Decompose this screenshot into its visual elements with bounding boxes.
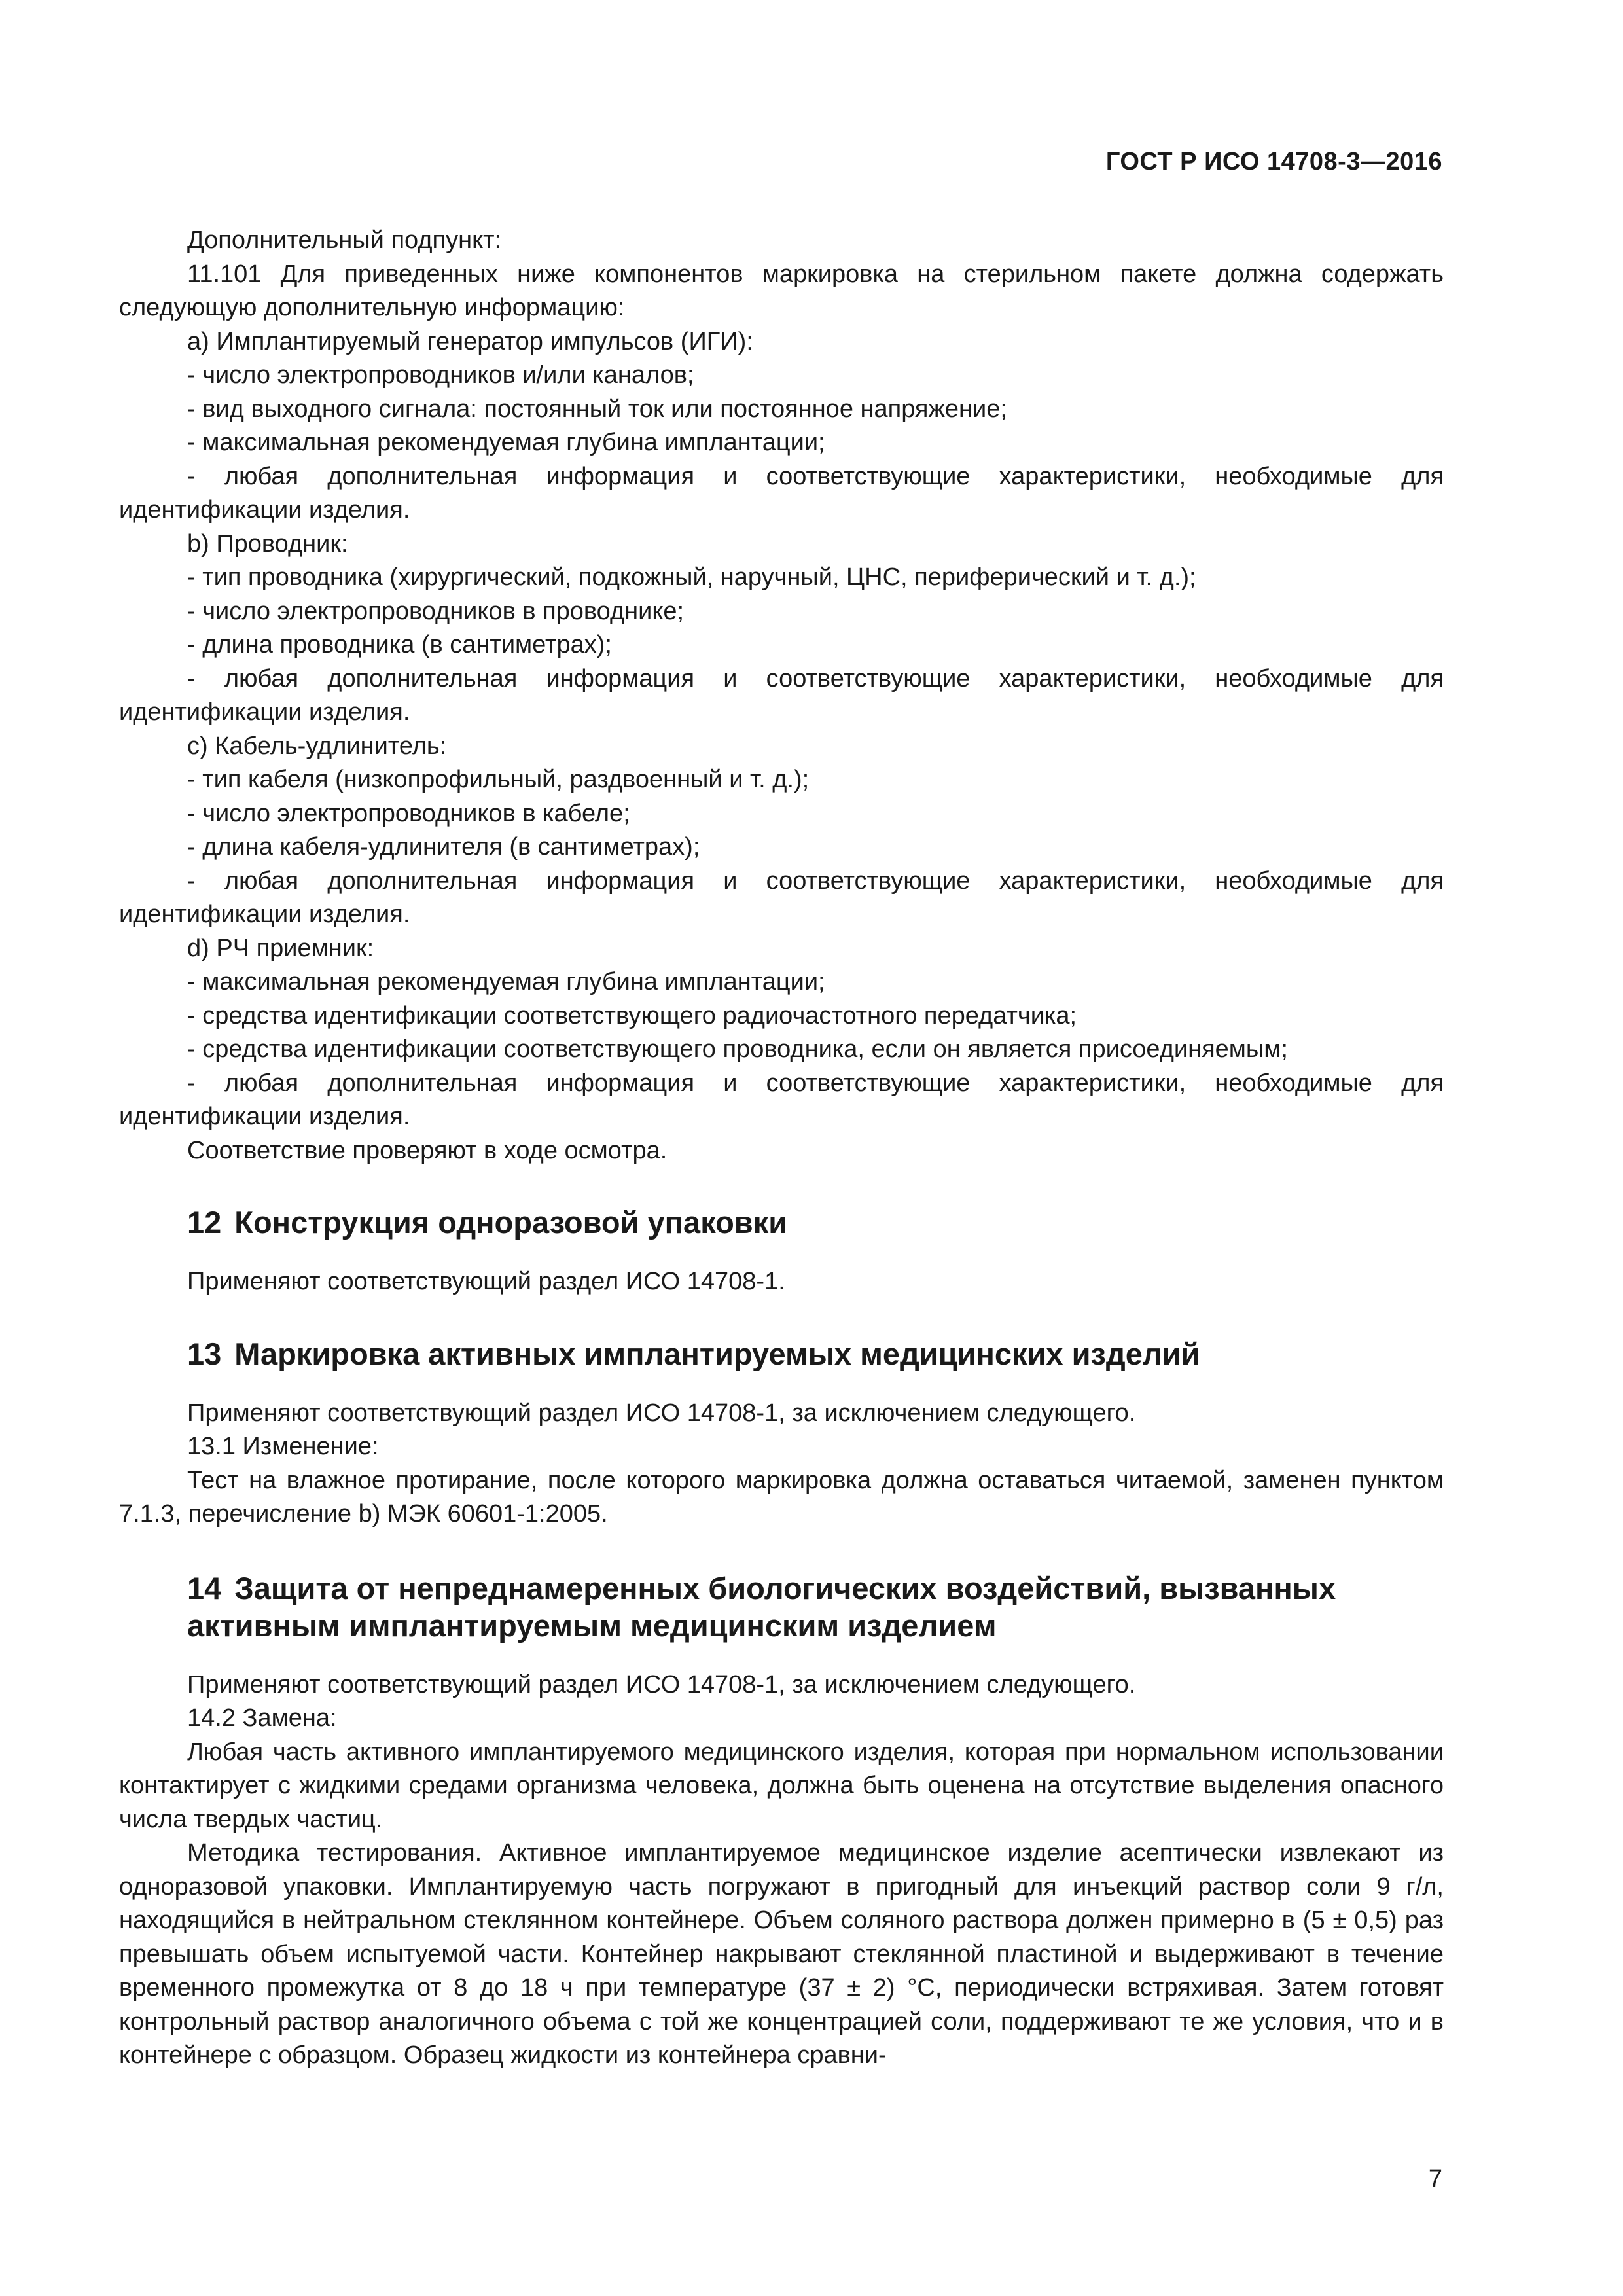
list-item: - вид выходного сигнала: постоянный ток или постоянное напряжение; — [187, 395, 1007, 423]
section-number: 14 — [187, 1570, 222, 1605]
section-14-heading — [187, 1570, 1444, 1644]
list-item: - любая дополнительная информация и соответствующие характеристики, необходимые для идентификации изделия. — [119, 1069, 1444, 1130]
section-title: Защита от непреднамеренных биологических воздействий, вызванных активным имплантируемым медицинским изделием — [187, 1570, 1336, 1643]
list-item: - тип проводника (хирургический, подкожный, наручный, ЦНС, периферический и т. д.); — [187, 564, 1196, 591]
page-body — [119, 224, 1444, 2073]
section-12-body: Применяют соответствующий раздел ИСО 14708-1. — [187, 1268, 785, 1295]
compliance-note: Соответствие проверяют в ходе осмотра. — [187, 1136, 668, 1164]
list-item: - средства идентификации соответствующего проводника, если он является присоединяемым; — [187, 1035, 1288, 1063]
section-14-2-text: Любая часть активного имплантируемого медицинского изделия, которая при нормальном использовании контактирует с жидкими средами организма человека, должна быть оценена на отсутствие выделения опасного числа твердых частиц. — [119, 1738, 1444, 1833]
list-item: - максимальная рекомендуемая глубина имплантации; — [187, 429, 825, 456]
list-item: - любая дополнительная информация и соответствующие характеристики, необходимые для идентификации изделия. — [119, 867, 1444, 928]
list-b-title: b) Проводник: — [187, 529, 348, 558]
section-13-body: Применяют соответствующий раздел ИСО 14708-1, за исключением следующего. — [187, 1399, 1136, 1427]
list-item: - максимальная рекомендуемая глубина имплантации; — [187, 968, 825, 996]
paragraph-11-101: 11.101 Для приведенных ниже компонентов маркировка на стерильном пакете должна содержать следующую дополнительную информацию: — [119, 260, 1444, 321]
subclause-intro: Дополнительный подпункт: — [187, 226, 502, 254]
section-13-1-text: Тест на влажное протирание, после которого маркировка должна оставаться читаемой, заменен пунктом 7.1.3, перечисление b) МЭК 60601-1:2005. — [119, 1466, 1444, 1528]
section-14-body: Применяют соответствующий раздел ИСО 14708-1, за исключением следующего. — [187, 1670, 1136, 1698]
section-title: Маркировка активных имплантируемых медицинских изделий — [234, 1336, 1200, 1371]
test-method-paragraph: Методика тестирования. Активное имплантируемое медицинское изделие асептически извлекают из одноразовой упаковки. Имплантируемую часть погружают в пригодный для инъекций раствор соли 9 г/л, находящийся в нейтральном стеклянном контейнере. Объем соляного раствора должен примерно в (5 ± 0,5) раз превышать объем испытуемой части. Контейнер накрывают стеклянной пластиной и выдерживают в течение временного промежутка от 8 до 18 ч при температуре (37 ± 2) °С, периодически встряхивая. Затем готовят контрольный раствор аналогичного объема с той же концентрацией соли, поддерживают те же условия, что и в контейнере с образцом. Образец жидкости из контейнера сравни- — [119, 1839, 1444, 2069]
section-number: 13 — [187, 1336, 222, 1371]
section-13-1-label: 13.1 Изменение: — [187, 1433, 379, 1460]
list-item: - любая дополнительная информация и соответствующие характеристики, необходимые для идентификации изделия. — [119, 462, 1444, 524]
document-code-header: ГОСТ Р ИСО 14708-3—2016 — [1105, 148, 1442, 175]
section-number: 12 — [187, 1205, 222, 1240]
list-c-title: c) Кабель-удлинитель: — [187, 732, 447, 760]
list-item: - число электропроводников в кабеле; — [187, 799, 630, 827]
list-item: - тип кабеля (низкопрофильный, раздвоенный и т. д.); — [187, 766, 810, 793]
list-item: - длина проводника (в сантиметрах); — [187, 631, 612, 658]
section-12-heading — [187, 1204, 1444, 1241]
list-d-title: d) РЧ приемник: — [187, 934, 374, 962]
list-item: - средства идентификации соответствующего радиочастотного передатчика; — [187, 1001, 1077, 1030]
list-item: - число электропроводников и/или каналов; — [187, 361, 694, 389]
page-number: 7 — [1428, 2165, 1442, 2193]
list-item: - любая дополнительная информация и соответствующие характеристики, необходимые для идентификации изделия. — [119, 664, 1444, 726]
section-13-heading — [187, 1335, 1444, 1372]
list-item: - длина кабеля-удлинителя (в сантиметрах); — [187, 833, 700, 861]
list-item: - число электропроводников в проводнике; — [187, 597, 685, 625]
section-title: Конструкция одноразовой упаковки — [234, 1205, 788, 1240]
list-a-title: a) Имплантируемый генератор импульсов (ИГИ): — [187, 327, 753, 355]
section-14-2-label: 14.2 Замена: — [187, 1704, 337, 1732]
